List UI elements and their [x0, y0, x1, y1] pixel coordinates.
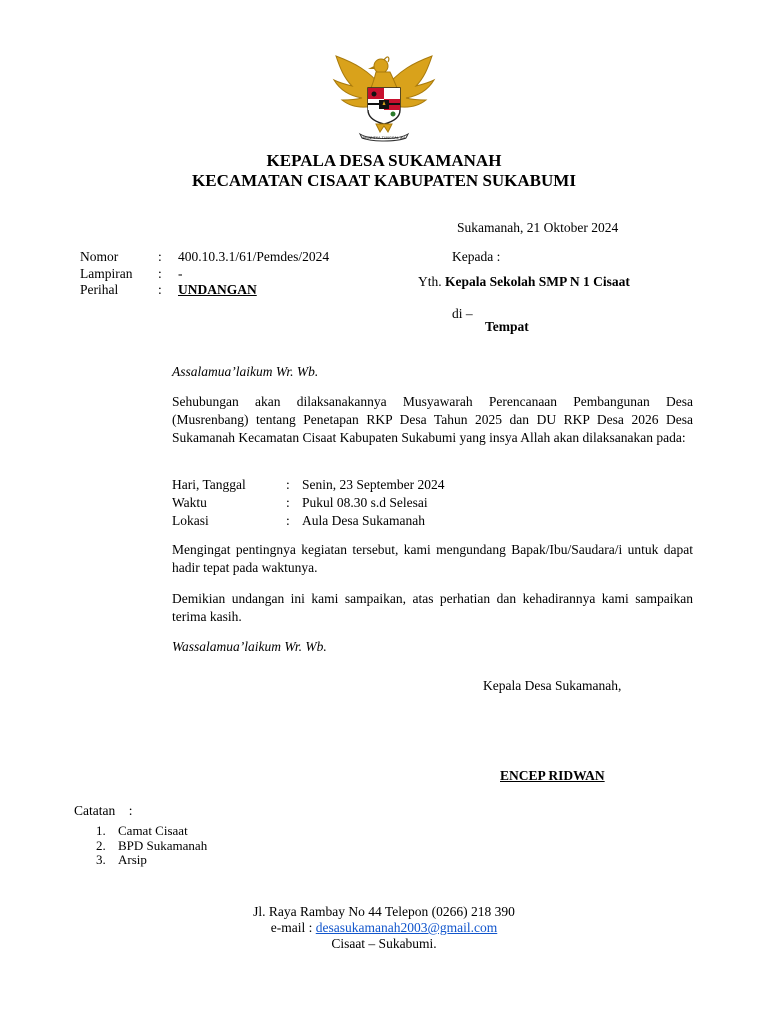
list-number: 2.: [96, 837, 106, 853]
email-prefix: e-mail :: [270, 920, 316, 935]
nomor-label: Nomor: [80, 249, 119, 264]
detail-value: Pukul 08.30 s.d Selesai: [302, 495, 428, 510]
notes-label: Catatan :: [74, 803, 133, 818]
paragraph-intro: Sehubungan akan dilaksanakannya Musyawarah Perencanaan Pembangunan Desa (Musrenbang) tentang Penetapan RKP Desa Tahun 2025 dan DU RKP Desa 2026 Desa Sukamanah Kecamatan Cisaat Kabupaten Sukabumi yang insya Allah akan dilaksanakan pada:: [172, 394, 693, 445]
detail-label: Lokasi: [172, 513, 209, 528]
perihal-colon: :: [158, 282, 162, 297]
signature-title: Kepala Desa Sukamanah,: [483, 678, 622, 693]
list-number: 3.: [96, 852, 106, 867]
letter-date: Sukamanah, 21 Oktober 2024: [457, 220, 619, 235]
detail-label: Hari, Tanggal: [172, 477, 246, 492]
letterhead-title: KEPALA DESA SUKAMANAH: [266, 151, 502, 170]
di-label: di –: [452, 306, 473, 321]
list-text: Camat Cisaat: [118, 823, 188, 838]
recipient-line: [418, 273, 630, 291]
list-text: BPD Sukamanah: [118, 837, 208, 853]
detail-colon: :: [286, 513, 290, 528]
email-link[interactable]: desasukamanah2003@gmail.com: [315, 920, 498, 935]
lampiran-colon: :: [158, 266, 162, 281]
list-item: [96, 839, 207, 854]
footer-city: Cisaat – Sukabumi.: [331, 936, 437, 951]
footer-address: Jl. Raya Rambay No 44 Telepon (0266) 218 390: [253, 904, 515, 919]
paragraph-closing: Demikian undangan ini kami sampaikan, atas perhatian dan kehadirannya kami sampaikan terima kasih.: [172, 591, 693, 624]
recipient-name: Kepala Sekolah SMP N 1 Cisaat: [445, 274, 630, 289]
detail-colon: :: [286, 477, 290, 492]
yth-prefix: Yth.: [418, 274, 442, 289]
list-item: [96, 853, 207, 868]
detail-value: Aula Desa Sukamanah: [302, 513, 425, 528]
lampiran-label: Lampiran: [80, 266, 133, 281]
perihal-label: Perihal: [80, 282, 119, 297]
detail-label: Waktu: [172, 495, 207, 510]
list-item: [96, 824, 207, 839]
nomor-colon: :: [158, 249, 162, 264]
closing-greeting: Wassalamua’laikum Wr. Wb.: [172, 639, 327, 654]
paragraph-invitation: Mengingat pentingnya kegiatan tersebut, kami mengundang Bapak/Ibu/Saudara/i untuk dapat hadir tepat pada waktunya.: [172, 542, 693, 575]
lampiran-value: -: [178, 266, 183, 281]
svg-text:BHINNEKA TUNGGAL IKA: BHINNEKA TUNGGAL IKA: [362, 136, 406, 140]
detail-colon: :: [286, 495, 290, 510]
signature-name: ENCEP RIDWAN: [500, 768, 605, 783]
greeting: Assalamua’laikum Wr. Wb.: [172, 364, 319, 379]
perihal-value: UNDANGAN: [178, 282, 257, 297]
list-number: 1.: [96, 823, 106, 838]
nomor-value: 400.10.3.1/61/Pemdes/2024: [178, 249, 330, 264]
tempat-label: Tempat: [485, 319, 529, 334]
kepada-label: Kepada :: [452, 249, 501, 264]
letterhead-subtitle: KECAMATAN CISAAT KABUPATEN SUKABUMI: [192, 171, 576, 190]
garuda-emblem-icon: [330, 50, 438, 142]
list-text: Arsip: [118, 852, 147, 867]
detail-value: Senin, 23 September 2024: [302, 477, 445, 492]
notes-list: [96, 824, 207, 868]
